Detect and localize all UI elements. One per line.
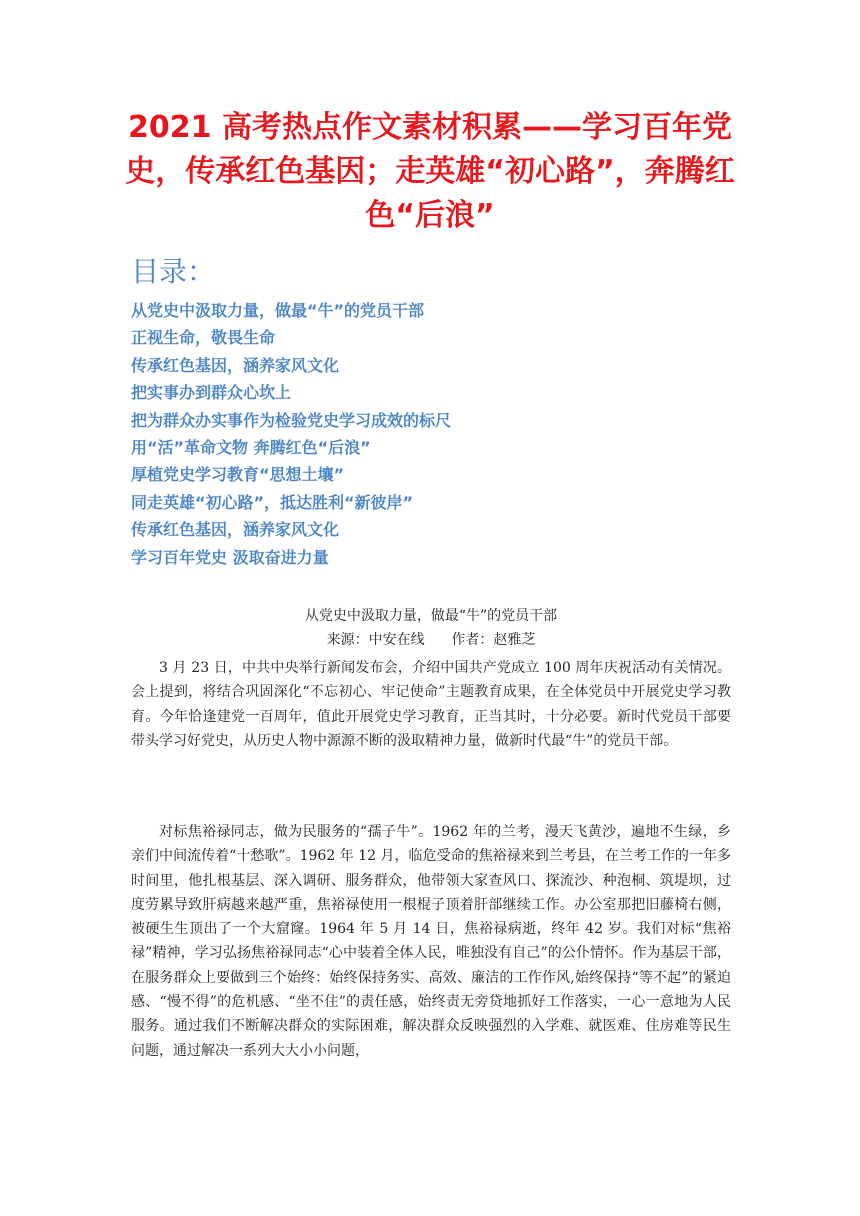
- article-byline: 来源：中安在线 作者：赵雅芝: [326, 632, 536, 648]
- toc-item[interactable]: 学习百年党史 汲取奋进力量: [131, 547, 329, 567]
- table-of-contents: [131, 297, 451, 571]
- toc-item[interactable]: 正视生命，敬畏生命: [131, 328, 276, 348]
- toc-heading: 目录：: [131, 255, 216, 288]
- toc-item[interactable]: 把为群众办实事作为检验党史学习成效的标尺: [131, 410, 452, 430]
- toc-item[interactable]: 传承红色基因，涵养家风文化: [131, 355, 340, 375]
- toc-item[interactable]: 从党史中汲取力量，做最“牛”的党员干部: [131, 301, 425, 320]
- article-paragraph: 对标焦裕禄同志，做为民服务的“孺子牛”。1962 年的兰考，漫天飞黄沙，遍地不生绿，乡亲们中间流传着“十愁歌”。1962 年 12 月，临危受命的焦裕禄来到兰考县，在兰考工作的一年多时间里，他扎根基层、深入调研、服务群众，他带领大家查风口、探流沙、种泡桐、筑堤坝，过度劳累导致肝病越来越严重，焦裕禄使用一根棍子顶着肝部继续工作。办公室那把旧藤椅右侧，被硬生生顶出了一个大窟窿。1964 年 5 月 14 日，焦裕禄病逝，终年 42 岁。我们对标“焦裕禄”精神，学习弘扬焦裕禄同志“心中装着全体人民，唯独没有自己”的公仆情怀。作为基层干部，在服务群众上要做到三个始终：始终保持务实、高效、廉洁的工作作风,始终保持“等不起”的紧迫感、“慢不得”的危机感、“坐不住”的责任感，始终责无旁贷地抓好工作落实，一心一意地为人民服务。通过我们不断解决群众的实际困难，解决群众反映强烈的入学难、就医难、住房难等民生问题，通过解决一系列大大小小问题，: [131, 824, 731, 1059]
- toc-item[interactable]: 用“活”革命文物 奔腾红色“后浪”: [131, 437, 371, 457]
- toc-item[interactable]: 同走英雄“初心路”，抵达胜利“新彼岸”: [131, 492, 414, 512]
- toc-item[interactable]: 传承红色基因，涵养家风文化: [131, 520, 340, 540]
- article-paragraph: 3 月 23 日，中共中央举行新闻发布会，介绍中国共产党成立 100 周年庆祝活动有关情况。会上提到，将结合巩固深化“不忘初心、牢记使命”主题教育成果，在全体党员中开展党史学习教育。今年恰逢建党一百周年，值此开展党史学习教育，正当其时，十分必要。新时代党员干部要带头学习好党史，从历史人物中源源不断的汲取精神力量，做新时代最“牛”的党员干部。: [131, 660, 731, 749]
- article-title: 从党史中汲取力量，做最“牛”的党员干部: [304, 608, 558, 624]
- toc-item[interactable]: 厚植党史学习教育“思想土壤”: [131, 465, 345, 485]
- document-title: 2021 高考热点作文素材积累——学习百年党史，传承红色基因；走英雄“初心路”，奔腾红色“后浪”: [125, 110, 735, 233]
- toc-item[interactable]: 把实事办到群众心坎上: [131, 383, 292, 403]
